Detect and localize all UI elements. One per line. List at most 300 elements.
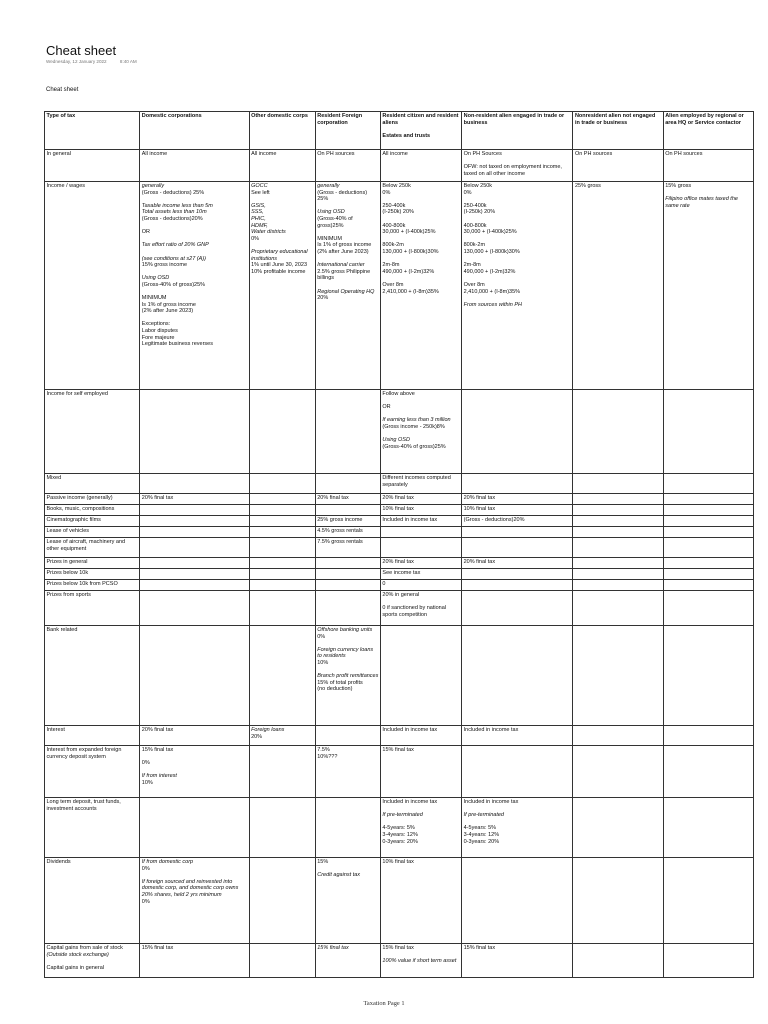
cell-line: Branch profit remittances <box>317 673 379 680</box>
cell-line: Included in income tax <box>463 799 519 805</box>
cell-line: 20% <box>251 733 263 740</box>
cell-line: (I-250k) 20% <box>463 209 496 216</box>
cell-other-domestic-corps <box>249 580 315 591</box>
cell-line: 0% <box>141 760 150 767</box>
cell-domestic-corporations <box>140 798 249 858</box>
cell-line: (2% after June 2023) <box>141 308 194 315</box>
cell-type-of-tax <box>45 858 140 944</box>
cell-line: 0% <box>141 898 150 905</box>
cell-line: Long term deposit, trust funds, investment accounts <box>46 799 121 812</box>
cell-line: Income / wages <box>46 183 86 189</box>
cell-domestic-corporations <box>140 150 249 182</box>
cell-line: 400-800k <box>382 222 406 229</box>
cell-line <box>317 640 378 647</box>
cell-line: 4.5% gross rentals <box>317 528 363 534</box>
cell-type-of-tax <box>45 798 140 858</box>
cell-line: 15% gross <box>665 183 692 189</box>
cell-line: 130,000 + (I-800k)30% <box>382 248 439 255</box>
cell-nonresident-alien-not-engaged <box>573 944 663 978</box>
cell-alien-regional-hq <box>663 569 753 580</box>
cell-line: International carrier <box>317 262 365 269</box>
cell-line: 25% gross income <box>317 517 363 523</box>
cell-type-of-tax <box>45 591 140 626</box>
cell-line: Interest from expanded foreign currency deposit system <box>46 747 122 760</box>
cell-line <box>317 256 378 263</box>
cell-nonresident-alien-engaged <box>462 150 573 182</box>
cell-line: 800k-2m <box>382 242 404 249</box>
cell-line: Exceptions: <box>141 321 171 328</box>
cell-line: All income <box>382 151 408 157</box>
cell-other-domestic-corps <box>249 474 315 494</box>
cell-line: 7.5% gross rentals <box>317 539 363 545</box>
cell-line: Estates and trusts <box>382 132 431 139</box>
cell-alien-regional-hq <box>663 150 753 182</box>
cell-line <box>464 819 571 826</box>
cell-nonresident-alien-engaged <box>462 626 573 726</box>
table-row <box>45 746 754 798</box>
cell-line <box>382 431 459 438</box>
cell-line: Follow above <box>382 391 415 397</box>
cell-line: 15% of total profits <box>317 679 363 686</box>
cell-line: 20% final tax <box>382 495 414 501</box>
cell-line: 490,000 + (I-2m)32% <box>463 268 516 275</box>
cell-resident-foreign-corporation <box>315 558 380 569</box>
cell-line: 7.5% <box>317 747 330 753</box>
cell-nonresident-alien-not-engaged <box>573 558 663 569</box>
cell-line <box>142 236 247 243</box>
cell-nonresident-alien-not-engaged <box>573 798 663 858</box>
cell-line: 0% <box>317 633 326 640</box>
cell-nonresident-alien-not-engaged <box>573 569 663 580</box>
cell-nonresident-alien-not-engaged <box>573 746 663 798</box>
cell-line: Filipino office mates taxed the same rate <box>665 196 738 209</box>
cell-other-domestic-corps <box>249 150 315 182</box>
cell-line: MINIMUM <box>317 235 342 242</box>
table-row <box>45 726 754 746</box>
cell-line: (no deduction) <box>317 686 353 693</box>
cell-other-domestic-corps <box>249 516 315 527</box>
cell-domestic-corporations <box>140 558 249 569</box>
cell-line <box>464 216 571 223</box>
tax-table <box>44 111 754 978</box>
cell-line: 4-5years: 5% <box>463 825 497 832</box>
cell-nonresident-alien-not-engaged <box>573 390 663 474</box>
cell-line: Alien employed by regional or area HQ or Service contactor <box>665 113 744 126</box>
cell-line: Foreign currency loans to residents <box>317 646 374 660</box>
cell-line: 30,000 + (I-400k)25% <box>463 229 517 236</box>
cell-nonresident-alien-not-engaged <box>573 538 663 558</box>
cell-line: Dividends <box>46 859 71 865</box>
cell-line: All income <box>141 151 168 157</box>
cell-line: 10%??? <box>317 753 338 760</box>
cell-line: 0-3years: 20% <box>463 838 500 845</box>
cell-line: Using OSD <box>141 275 170 282</box>
cell-line <box>142 289 247 296</box>
cell-nonresident-alien-not-engaged <box>573 494 663 505</box>
cell-line <box>382 216 459 223</box>
cell-resident-foreign-corporation <box>315 746 380 798</box>
cell-nonresident-alien-engaged <box>462 558 573 569</box>
table-row <box>45 858 754 944</box>
cell-line: On PH sources <box>574 151 613 157</box>
cell-nonresident-alien-not-engaged <box>573 182 663 390</box>
cell-nonresident-alien-engaged <box>462 591 573 626</box>
cell-line: Capital gains from sale of stock <box>46 945 123 951</box>
cell-line: (Gross income - 250k)8% <box>382 423 445 430</box>
cell-line: 0% <box>251 235 260 242</box>
cell-line: Is 1% of gross income <box>317 242 372 249</box>
cell-line: 10% final tax <box>382 859 414 865</box>
cell-line: 20% <box>317 295 329 302</box>
cell-line: Water districts <box>251 229 286 236</box>
table-row <box>45 591 754 626</box>
cell-line: 2,410,000 + (I-8m)35% <box>382 288 439 295</box>
cell-line: 0% <box>141 865 150 872</box>
cell-other-domestic-corps <box>249 390 315 474</box>
cell-line: 0% <box>463 189 472 196</box>
cell-domestic-corporations <box>140 474 249 494</box>
cell-line: OR <box>382 404 391 411</box>
cell-line: Foreign loans <box>251 727 285 733</box>
cell-line: generally <box>141 183 165 189</box>
cell-resident-citizen <box>380 494 461 505</box>
cell-other-domestic-corps <box>249 626 315 726</box>
cell-line: 20% final tax <box>317 495 349 501</box>
cell-line: OFW: not taxed on employment income, taxed on all other income <box>463 164 562 177</box>
table-row <box>45 558 754 569</box>
cell-line: Included in income tax <box>382 799 438 805</box>
cell-line <box>382 275 459 282</box>
cell-line <box>464 196 571 203</box>
cell-domestic-corporations <box>140 516 249 527</box>
table-row <box>45 516 754 527</box>
cell-line: From sources within PH <box>463 301 523 308</box>
cell-type-of-tax <box>45 726 140 746</box>
table-row <box>45 944 754 978</box>
cell-type-of-tax <box>45 580 140 591</box>
cell-other-domestic-corps <box>249 726 315 746</box>
cell-line: (see conditions at s27 (A)) <box>141 255 206 262</box>
cell-line: On PH Sources <box>463 151 502 157</box>
cell-other-domestic-corps <box>249 558 315 569</box>
cell-line <box>142 767 247 774</box>
cell-line: 100% value if short term asset <box>382 958 457 965</box>
cell-type-of-tax <box>45 527 140 538</box>
cell-resident-foreign-corporation <box>315 944 380 978</box>
cell-line <box>382 952 459 959</box>
cell-line: (Outside stock exchange) <box>46 951 109 958</box>
cell-other-domestic-corps <box>249 591 315 626</box>
cell-line <box>317 667 378 674</box>
cell-other-domestic-corps <box>249 746 315 798</box>
cell-other-domestic-corps <box>249 798 315 858</box>
header-other-domestic-corps <box>249 112 315 150</box>
cell-nonresident-alien-engaged <box>462 505 573 516</box>
cell-line: Over 8m <box>463 281 485 288</box>
cell-alien-regional-hq <box>663 626 753 726</box>
cell-alien-regional-hq <box>663 516 753 527</box>
cell-nonresident-alien-not-engaged <box>573 858 663 944</box>
cell-line: Below 250k <box>463 183 493 189</box>
table-header-row <box>45 112 754 150</box>
cell-resident-citizen <box>380 527 461 538</box>
note-timestamp <box>46 59 137 64</box>
cell-line: 20% final tax <box>141 727 174 733</box>
cell-line <box>382 126 459 133</box>
cell-line: 30,000 + (I-400k)25% <box>382 229 436 236</box>
cell-line: 15% final tax <box>317 945 349 951</box>
cell-line <box>142 872 247 879</box>
cell-line: 15% gross income <box>141 262 188 269</box>
cell-nonresident-alien-engaged <box>462 858 573 944</box>
cell-line: (Gross-40% of gross)25% <box>317 215 353 229</box>
cell-resident-foreign-corporation <box>315 858 380 944</box>
cell-domestic-corporations <box>140 494 249 505</box>
cell-line: 15% final tax <box>382 747 414 753</box>
cell-line: Fore majeure <box>141 334 175 341</box>
header-resident-citizen <box>380 112 461 150</box>
cell-other-domestic-corps <box>249 538 315 558</box>
cell-line: Included in income tax <box>382 517 438 523</box>
cell-line: 20% final tax <box>382 559 414 565</box>
cell-resident-foreign-corporation <box>315 516 380 527</box>
cell-resident-citizen <box>380 558 461 569</box>
cell-domestic-corporations <box>140 182 249 390</box>
cell-line <box>665 190 751 197</box>
cell-line: 2,410,000 + (I-8m)35% <box>463 288 521 295</box>
cell-line <box>317 866 378 873</box>
cell-other-domestic-corps <box>249 182 315 390</box>
cell-nonresident-alien-engaged <box>462 182 573 390</box>
cell-line <box>251 242 313 249</box>
table-row <box>45 580 754 591</box>
cell-line: Proprietary educational institutions <box>251 248 308 262</box>
cell-line: Using OSD <box>317 209 345 216</box>
cell-line: Taxable income less than 5m <box>141 202 213 209</box>
cell-other-domestic-corps <box>249 858 315 944</box>
cell-line <box>251 196 313 203</box>
cell-alien-regional-hq <box>663 505 753 516</box>
table-row <box>45 538 754 558</box>
cell-resident-foreign-corporation <box>315 474 380 494</box>
cell-line: GOCC <box>251 183 268 189</box>
table-row <box>45 798 754 858</box>
cell-resident-citizen <box>380 726 461 746</box>
cell-line: (Gross - deductions) 25% <box>141 189 205 196</box>
cell-line: (Gross - deductions)20% <box>463 517 525 523</box>
cell-resident-citizen <box>380 944 461 978</box>
cell-line <box>464 295 571 302</box>
cell-line: See left <box>251 189 270 196</box>
cell-line <box>142 269 247 276</box>
cell-resident-foreign-corporation <box>315 798 380 858</box>
cell-line: Below 250k <box>382 183 411 189</box>
cell-line: 3-4years: 12% <box>463 831 500 838</box>
cell-nonresident-alien-not-engaged <box>573 516 663 527</box>
cell-line: Included in income tax <box>463 727 519 733</box>
cell-resident-foreign-corporation <box>315 591 380 626</box>
cell-line: Credit against tax <box>317 872 361 879</box>
cell-line <box>382 256 459 263</box>
cell-alien-regional-hq <box>663 580 753 591</box>
table-row <box>45 626 754 726</box>
cell-line <box>382 819 459 826</box>
cell-line <box>464 256 571 263</box>
cell-resident-citizen <box>380 798 461 858</box>
cell-resident-citizen <box>380 746 461 798</box>
cell-line: HDMF, <box>251 222 268 229</box>
cell-nonresident-alien-engaged <box>462 474 573 494</box>
cell-nonresident-alien-engaged <box>462 527 573 538</box>
header-domestic-corporations <box>140 112 249 150</box>
cell-resident-citizen <box>380 569 461 580</box>
cell-resident-foreign-corporation <box>315 580 380 591</box>
cell-nonresident-alien-not-engaged <box>573 527 663 538</box>
cell-resident-citizen <box>380 626 461 726</box>
cell-line: Other domestic corps <box>251 113 308 119</box>
cell-domestic-corporations <box>140 580 249 591</box>
cell-resident-foreign-corporation <box>315 569 380 580</box>
cell-other-domestic-corps <box>249 944 315 978</box>
cell-line: Lease of vehicles <box>46 528 89 534</box>
cell-line: 800k-2m <box>463 242 486 249</box>
cell-resident-foreign-corporation <box>315 390 380 474</box>
header-nonresident-alien-engaged <box>462 112 573 150</box>
cell-domestic-corporations <box>140 858 249 944</box>
cell-line: Prizes below 10k <box>46 570 89 576</box>
cell-nonresident-alien-engaged <box>462 494 573 505</box>
cell-line: OR <box>141 229 151 236</box>
cell-line: 15% final tax <box>463 945 496 951</box>
cell-line: If pre-terminated <box>463 812 504 819</box>
cell-nonresident-alien-not-engaged <box>573 626 663 726</box>
cell-line: 15% final tax <box>141 747 174 753</box>
table-row <box>45 527 754 538</box>
header-nonresident-alien-not-engaged <box>573 112 663 150</box>
cell-line: Regional Operating HQ <box>317 288 375 295</box>
cell-type-of-tax <box>45 944 140 978</box>
cell-line <box>142 754 247 761</box>
table-row <box>45 569 754 580</box>
cell-line: Non-resident alien engaged in trade or business <box>463 113 565 126</box>
cell-resident-citizen <box>380 516 461 527</box>
cell-line: 250-400k <box>382 202 406 209</box>
cell-nonresident-alien-engaged <box>462 726 573 746</box>
cell-line: Nonresident alien not engaged in trade or business <box>574 113 656 126</box>
cell-alien-regional-hq <box>663 726 753 746</box>
cell-nonresident-alien-not-engaged <box>573 474 663 494</box>
cell-alien-regional-hq <box>663 591 753 626</box>
cell-line: 490,000 + (I-2m)32% <box>382 268 435 275</box>
cell-line: Lease of aircraft, machinery and other equipment <box>46 539 126 552</box>
note-date: Wednesday, 12 January 2022 <box>46 59 107 64</box>
cell-line: Offshore banking units <box>317 627 373 633</box>
cell-other-domestic-corps <box>249 569 315 580</box>
cell-line <box>142 223 247 230</box>
cell-type-of-tax <box>45 182 140 390</box>
cell-nonresident-alien-engaged <box>462 798 573 858</box>
cell-nonresident-alien-engaged <box>462 569 573 580</box>
table-row <box>45 494 754 505</box>
cell-domestic-corporations <box>140 591 249 626</box>
cell-line: 130,000 + (I-800k)30% <box>463 248 520 255</box>
cell-line: If earning less than 3 million <box>382 417 451 424</box>
cell-line: 2m-8m <box>382 262 400 269</box>
cell-line <box>317 229 378 236</box>
cell-type-of-tax <box>45 569 140 580</box>
header-type-of-tax <box>45 112 140 150</box>
page-footer: Taxation Page 1 <box>363 1000 405 1007</box>
table-row <box>45 505 754 516</box>
cell-line: (Gross-40% of gross)25% <box>382 443 446 450</box>
cell-alien-regional-hq <box>663 558 753 569</box>
cell-line <box>382 196 459 203</box>
cell-line: 1% until June 30, 2023 <box>251 262 308 269</box>
cell-line: 25% gross <box>574 183 601 189</box>
cell-type-of-tax <box>45 558 140 569</box>
cell-line: Prizes in general <box>46 559 88 565</box>
cell-line: 10% final tax <box>463 506 496 512</box>
cell-line <box>317 282 378 289</box>
cell-line: (Gross - deductions)20% <box>141 215 203 222</box>
cell-type-of-tax <box>45 505 140 516</box>
cell-alien-regional-hq <box>663 390 753 474</box>
cell-nonresident-alien-not-engaged <box>573 505 663 516</box>
cell-line: 0 if sanctioned by national sports competition <box>382 605 447 618</box>
cell-line: 20% final tax <box>463 495 496 501</box>
cell-line: Labor disputes <box>141 328 178 335</box>
table-row <box>45 182 754 390</box>
cell-line: Different incomes computed separately <box>382 475 451 488</box>
cell-resident-foreign-corporation <box>315 527 380 538</box>
cell-line: 0-3years: 20% <box>382 838 418 845</box>
cell-line: Type of tax <box>46 113 76 119</box>
cell-domestic-corporations <box>140 505 249 516</box>
cell-alien-regional-hq <box>663 182 753 390</box>
cell-line <box>317 203 378 210</box>
cell-alien-regional-hq <box>663 858 753 944</box>
cell-domestic-corporations <box>140 390 249 474</box>
cell-other-domestic-corps <box>249 494 315 505</box>
cell-resident-citizen <box>380 182 461 390</box>
cell-other-domestic-corps <box>249 505 315 516</box>
cell-line: See income tax <box>382 570 421 576</box>
cell-resident-citizen <box>380 591 461 626</box>
cell-line: 20% in general <box>382 592 420 598</box>
cell-line: 20% final tax <box>463 559 496 565</box>
cell-type-of-tax <box>45 626 140 726</box>
cell-line: Included in income tax <box>382 727 438 733</box>
cell-nonresident-alien-engaged <box>462 580 573 591</box>
cell-type-of-tax <box>45 746 140 798</box>
note-time: 8:40 AM <box>119 59 137 64</box>
cell-resident-citizen <box>380 538 461 558</box>
cell-line: Capital gains in general <box>46 964 104 971</box>
cell-line: Using OSD <box>382 437 410 444</box>
cell-nonresident-alien-not-engaged <box>573 150 663 182</box>
cell-resident-foreign-corporation <box>315 182 380 390</box>
cell-line: Prizes from sports <box>46 592 91 598</box>
cell-domestic-corporations <box>140 538 249 558</box>
cell-line: PHIC, <box>251 215 266 222</box>
cell-line: 10% <box>317 659 329 666</box>
header-resident-foreign-corporation <box>315 112 380 150</box>
table-row <box>45 390 754 474</box>
cell-line: Bank related <box>46 627 78 633</box>
cell-type-of-tax <box>45 390 140 474</box>
cell-line <box>464 275 571 282</box>
note-subtitle: Cheat sheet <box>46 87 79 93</box>
